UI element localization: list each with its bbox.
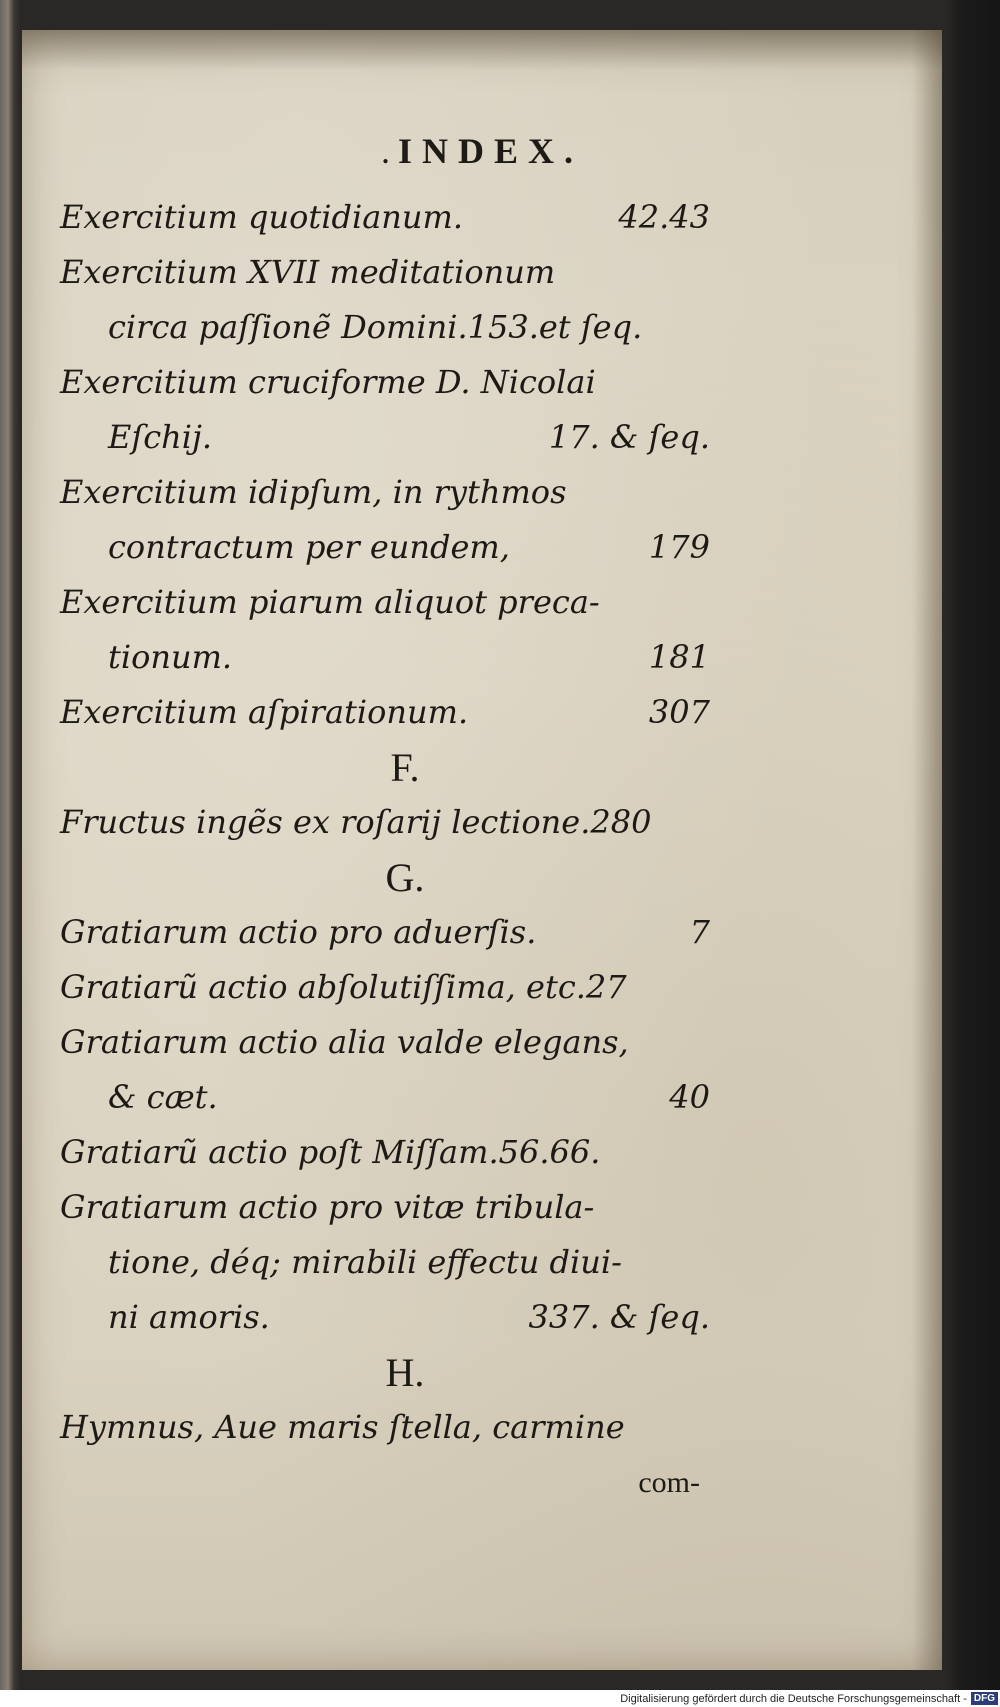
page-reference: 307 [648,693,710,731]
entry-text: tione, déq; mirabili effectu diui- [108,1243,622,1281]
index-entry-continuation [60,1235,710,1290]
entry-text: ni amoris. [108,1298,270,1336]
index-entry [60,960,710,1015]
section-letter: H. [385,1350,425,1395]
entry-text: Fructus ingẽs ex roſarij lectione.280 [60,803,652,841]
index-entry [60,1400,710,1455]
entry-text: Exercitium XVII meditationum [60,253,556,291]
index-entry [60,795,710,850]
footer-bar [0,1690,1000,1707]
entry-text: Gratiarũ actio poſt Miſſam.56.66. [60,1133,601,1171]
entry-text: Exercitium cruciforme D. Nicolai [60,363,596,401]
running-head-dot: . [380,131,394,171]
index-entry [60,245,710,300]
entry-text: contractum per eundem, [108,528,510,566]
index-entry [60,905,710,960]
entry-text: Gratiarum actio pro aduerſis. [60,913,537,951]
entry-text: Exercitium piarum aliquot preca- [60,583,600,621]
footer-credit: Digitalisierung gefördert durch die Deutsche Forschungsgemeinschaft - [620,1692,967,1705]
entry-text: Exercitium quotidianum. [60,198,463,236]
index-entries [60,190,710,1510]
page-reference: 42.43 [618,198,710,236]
index-entry-continuation [60,1290,710,1345]
page-reference: 17. & ſeq. [548,418,710,456]
index-entry [60,1180,710,1235]
index-entry [60,1015,710,1070]
index-entry-continuation [60,1070,710,1125]
index-entry [60,575,710,630]
section-letter: F. [390,745,420,790]
page-reference: 337. & ſeq. [528,1298,710,1336]
index-entry-continuation [60,520,710,575]
page-reference: 7 [689,913,710,951]
entry-text: Exercitium aſpirationum. [60,693,469,731]
catchword: com- [638,1466,700,1499]
entry-text: Gratiarum actio pro vitæ tribula- [60,1188,595,1226]
entry-text: Eſchij. [108,418,213,456]
index-entry-continuation [60,410,710,465]
entry-text: Hymnus, Aue maris ſtella, carmine [60,1408,625,1446]
index-entry [60,685,710,740]
dfg-logo: DFG [971,1692,998,1705]
index-entry [60,190,710,245]
entry-text: circa paſſionẽ Domini.153.et ſeq. [108,308,643,346]
page-reference: 181 [648,638,710,676]
index-entry [60,355,710,410]
running-head-title: INDEX. [397,131,583,171]
page-reference: 179 [648,528,710,566]
index-entry [60,465,710,520]
section-letter: G. [385,855,425,900]
index-entry [60,1125,710,1180]
entry-text: Gratiarũ actio abſolutiſſima, etc.27 [60,968,627,1006]
running-head [22,130,942,172]
index-entry-continuation [60,300,710,355]
entry-text: tionum. [108,638,233,676]
book-page [22,30,942,1670]
index-entry-continuation [60,630,710,685]
entry-text: Gratiarum actio alia valde elegans, [60,1023,629,1061]
entry-text: & cæt. [108,1078,218,1116]
page-reference: 40 [669,1078,710,1116]
entry-text: Exercitium idipſum, in rythmos [60,473,567,511]
